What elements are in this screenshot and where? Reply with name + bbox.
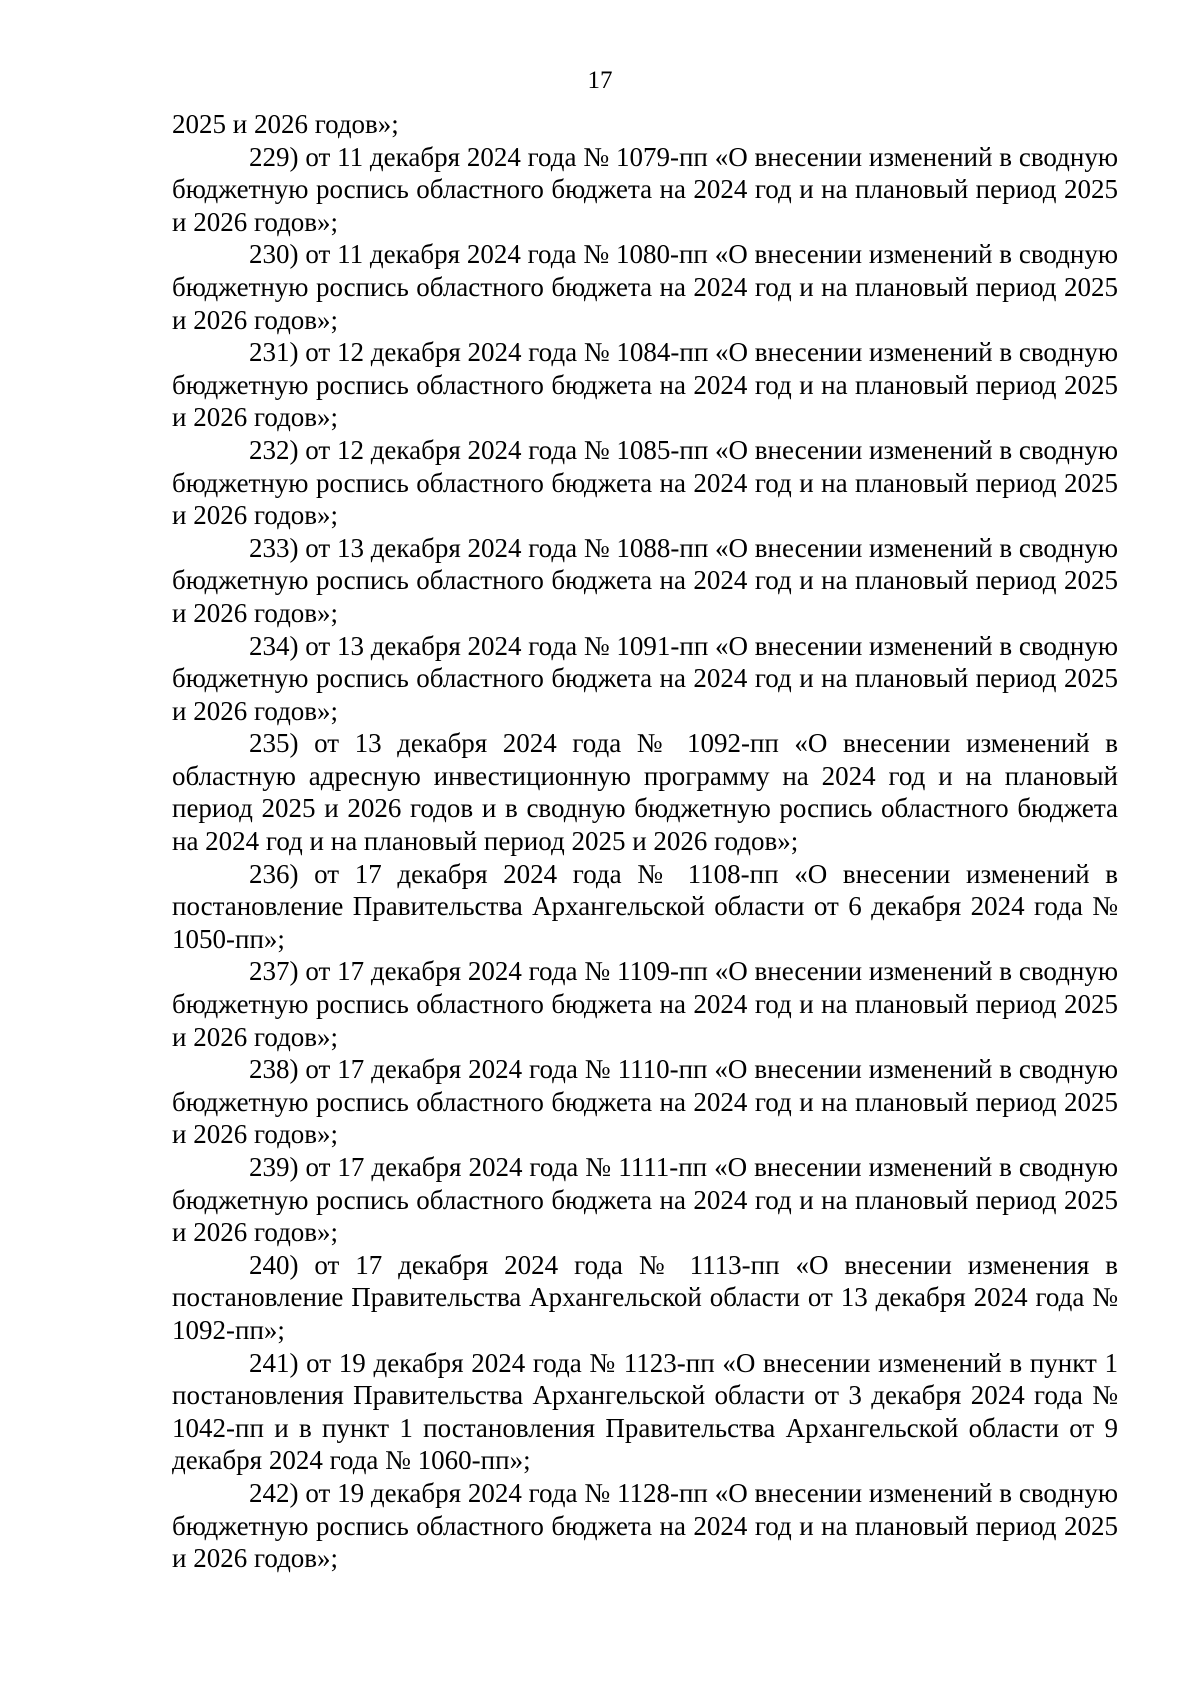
list-item: 232) от 12 декабря 2024 года № 1085-пп «О внесении изменений в сводную бюджетную роспись областного бюджета на 2024 год и на плановый период 2025 и 2026 годов»; bbox=[172, 434, 1118, 531]
list-item: 238) от 17 декабря 2024 года № 1110-пп «О внесении изменений в сводную бюджетную роспись областного бюджета на 2024 год и на плановый период 2025 и 2026 годов»; bbox=[172, 1054, 1118, 1150]
list-item: 2025 и 2026 годов»; bbox=[172, 109, 399, 139]
list-item: 239) от 17 декабря 2024 года № 1111-пп «О внесении изменений в сводную бюджетную роспись областного бюджета на 2024 год и на плановый период 2025 и 2026 годов»; bbox=[172, 1152, 1118, 1248]
list-item: 240) от 17 декабря 2024 года № 1113-пп «О внесении изменения в постановление Правительства Архангельской области от 13 декабря 2024 года № 1092-пп»; bbox=[172, 1249, 1118, 1345]
document-body bbox=[172, 108, 1118, 1575]
list-item: 236) от 17 декабря 2024 года № 1108-пп «О внесении изменений в постановление Правительства Архангельской области от 6 декабря 2024 года № 1050-пп»; bbox=[172, 858, 1118, 954]
list-item: 241) от 19 декабря 2024 года № 1123-пп «О внесении изменений в пункт 1 постановления Правительства Архангельской области от 3 декабря 2024 года № 1042-пп и в пункт 1 постановления Правительства Архангельской области от 9 декабря 2024 года № 1060-пп»; bbox=[172, 1347, 1118, 1476]
list-item: 242) от 19 декабря 2024 года № 1128-пп «О внесении изменений в сводную бюджетную роспись областного бюджета на 2024 год и на плановый период 2025 и 2026 годов»; bbox=[172, 1477, 1118, 1574]
list-item: 237) от 17 декабря 2024 года № 1109-пп «О внесении изменений в сводную бюджетную роспись областного бюджета на 2024 год и на плановый период 2025 и 2026 годов»; bbox=[172, 956, 1118, 1052]
page-number: 17 bbox=[587, 67, 613, 94]
list-item: 233) от 13 декабря 2024 года № 1088-пп «О внесении изменений в сводную бюджетную роспись областного бюджета на 2024 год и на плановый период 2025 и 2026 годов»; bbox=[172, 532, 1118, 628]
list-item: 235) от 13 декабря 2024 года № 1092-пп «О внесении изменений в областную адресную инвестиционную программу на 2024 год и на плановый период 2025 и 2026 годов и в сводную бюджетную роспись областного бюджета на 2024 год и на плановый период 2025 и 2026 годов»; bbox=[172, 728, 1118, 857]
list-item: 230) от 11 декабря 2024 года № 1080-пп «О внесении изменений в сводную бюджетную роспись областного бюджета на 2024 год и на плановый период 2025 и 2026 годов»; bbox=[172, 239, 1118, 335]
list-item: 234) от 13 декабря 2024 года № 1091-пп «О внесении изменений в сводную бюджетную роспись областного бюджета на 2024 год и на плановый период 2025 и 2026 годов»; bbox=[172, 630, 1118, 726]
list-item: 231) от 12 декабря 2024 года № 1084-пп «О внесении изменений в сводную бюджетную роспись областного бюджета на 2024 год и на плановый период 2025 и 2026 годов»; bbox=[172, 337, 1118, 433]
list-item: 229) от 11 декабря 2024 года № 1079-пп «О внесении изменений в сводную бюджетную роспись областного бюджета на 2024 год и на плановый период 2025 и 2026 годов»; bbox=[172, 141, 1118, 237]
